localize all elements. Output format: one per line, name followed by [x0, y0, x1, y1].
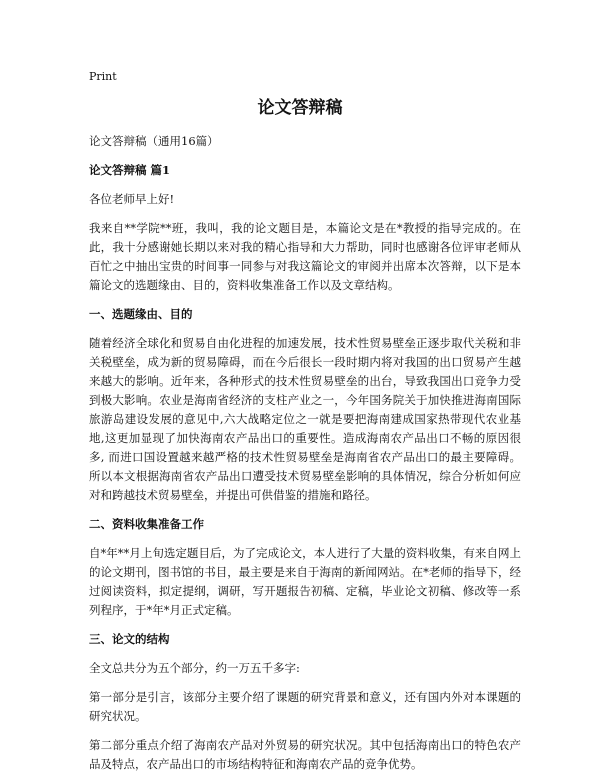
section-heading-data-collection: 二、资料收集准备工作 — [89, 517, 204, 531]
section-heading-structure: 三、论文的结构 — [89, 632, 170, 646]
article-heading: 论文答辩稿 篇1 — [89, 163, 171, 177]
document-body — [89, 132, 521, 784]
section-body-data-collection: 自*年**月上旬选定题目后，为了完成论文，本人进行了大量的资料收集，有来自网上的论文期刊，图书馆的书目，最主要是来自于海南的新闻网站。在*老师的指导下，经过阅读资料，拟定提纲，调研，写开题报告初稿、定稿，毕业论文初稿、修改等一系列程序，于*年*月正式定稿。 — [89, 546, 521, 617]
structure-paragraph-part-one: 第一部分是引言，该部分主要介绍了课题的研究背景和意义，还有国内外对本课题的研究状况。 — [89, 690, 521, 723]
structure-paragraph-overview: 全文总共分为五个部分，约一万五千多字: — [89, 661, 300, 675]
print-label[interactable]: Print — [89, 70, 117, 83]
document-title: 论文答辩稿 — [257, 98, 343, 118]
greeting-paragraph: 各位老师早上好! — [89, 192, 175, 206]
intro-paragraph: 我来自**学院**班，我叫，我的论文题目是，本篇论文是在*教授的指导完成的。在此，我十分感谢她长期以来对我的精心指导和大力帮助，同时也感谢各位评审老师从百忙之中抽出宝贵的时间事一同参与对我这篇论文的审阅并出席本次答辩，以下是本篇论文的选题缘由、目的，资料收集准备工作以及文章结构。 — [89, 221, 521, 292]
section-heading-topic-reason: 一、选题缘由、目的 — [89, 307, 193, 321]
document-subtitle: 论文答辩稿（通用16篇） — [89, 134, 219, 148]
structure-paragraph-part-two: 第二部分重点介绍了海南农产品对外贸易的研究状况。其中包括海南出口的特色农产品及特点，农产品出口的市场结构特征和海南农产品的竞争优势。 — [89, 738, 521, 771]
section-body-topic-reason: 随着经济全球化和贸易自由化进程的加速发展，技术性贸易壁垒正逐步取代关税和非关税壁垒，成为新的贸易障碍，而在今后很长一段时期内将对我国的出口贸易产生越来越大的影响。近年来，各种形式的技术性贸易壁垒的出台，导致我国出口竞争力受到极大影响。农业是海南省经济的支柱产业之一，今年国务院关于加快推进海南国际旅游岛建设发展的意见中,六大战略定位之一就是要把海南建成国家热带现代农业基地,这更加显现了加快海南农产品出口的重要性。造成海南农产品出口不畅的原因很多, 而进口国设置越来越严格的技术性贸易壁垒是海南省农产品出口的最主要障碍。所以本文根据海南省农产品出口遭受技术贸易壁垒影响的具体情况，综合分析如何应对和跨越技术贸易壁垒，并提出可供借鉴的措施和路径。 — [89, 336, 521, 502]
